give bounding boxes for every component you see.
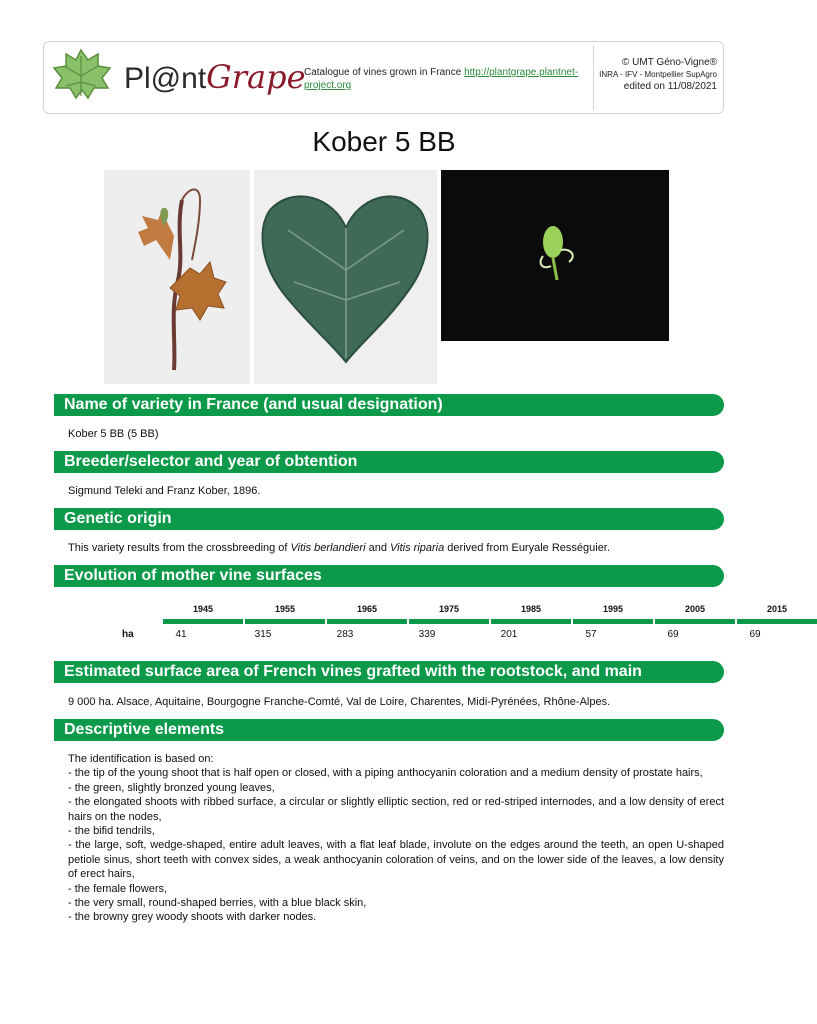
- catalogue-info: [304, 66, 589, 92]
- section-heading-genetic: Genetic origin: [54, 508, 724, 530]
- young-shoot-image: [104, 170, 250, 384]
- descriptive-line: - the female flowers,: [68, 882, 168, 895]
- descriptive-line: - the bifid tendrils,: [68, 825, 155, 838]
- descriptive-text: [68, 752, 724, 925]
- descriptive-line: - the very small, round-shaped berries, with a blue black skin,: [68, 897, 367, 910]
- year-label: 1965: [356, 604, 378, 614]
- logo-wordmark: Pl@ntGrape: [124, 58, 306, 96]
- flower-photo: [441, 170, 669, 341]
- surface-value: 41: [175, 629, 187, 640]
- adult-leaf-image: [254, 170, 437, 384]
- year-label: 1975: [438, 604, 460, 614]
- year-label: 1955: [274, 604, 296, 614]
- institutions: INRA - IFV - Montpellier SupAgro: [599, 70, 717, 79]
- surface-value: 339: [418, 629, 436, 640]
- descriptive-line: - the large, soft, wedge-shaped, entire adult leaves, with a flat leaf blade, involute on the edges around the teeth, an open U-shaped petiole sinus, short teeth with convex sides, a weak anthocyanin coloration of veins, and on the lower side of the leaves, a low density of erect hairs,: [68, 839, 724, 881]
- section-heading-name: Name of variety in France (and usual designation): [54, 394, 724, 416]
- section-heading-breeder: Breeder/selector and year of obtention: [54, 451, 724, 473]
- year-divider-bar: [245, 619, 325, 624]
- surface-value: 69: [749, 629, 761, 640]
- year-label: 1995: [602, 604, 624, 614]
- surface-value: 283: [336, 629, 354, 640]
- flower-image: [441, 170, 669, 341]
- year-divider-bar: [655, 619, 735, 624]
- section-heading-surface: Estimated surface area of French vines grafted with the rootstock, and main: [54, 661, 724, 683]
- adult-leaf-photo: [254, 170, 437, 384]
- year-divider-bar: [573, 619, 653, 624]
- surface-value: 315: [254, 629, 272, 640]
- surface-value: 201: [500, 629, 518, 640]
- descriptive-line: - the elongated shoots with ribbed surface, a circular or slightly elliptic section, red or red-striped internodes, and a low density of erect hairs on the nodes,: [68, 796, 724, 823]
- section-heading-evolution: Evolution of mother vine surfaces: [54, 565, 724, 587]
- surface-text: 9 000 ha. Alsace, Aquitaine, Bourgogne Franche-Comté, Val de Loire, Charentes, Midi-Pyrénées, Rhône-Alpes.: [68, 696, 611, 708]
- descriptive-line: - the tip of the young shoot that is half open or closed, with a piping anthocyanin coloration and a medium density of prostate hairs,: [68, 767, 703, 780]
- year-label: 2005: [684, 604, 706, 614]
- descriptive-line: The identification is based on:: [68, 753, 214, 765]
- edited-date: edited on 11/08/2021: [623, 81, 717, 92]
- catalogue-link[interactable]: http://plantgrape.plantnet-project.org: [304, 67, 579, 91]
- plantgrape-logo[interactable]: [48, 46, 306, 110]
- unit-label: ha: [122, 629, 134, 640]
- year-divider-bar: [409, 619, 489, 624]
- descriptive-line: - the green, slightly bronzed young leaves,: [68, 781, 275, 794]
- section-heading-descriptive: Descriptive elements: [54, 719, 724, 741]
- page-header: [43, 41, 724, 114]
- catalogue-text: Catalogue of vines grown in France: [304, 67, 462, 78]
- copyright: © UMT Géno-Vigne®: [622, 57, 717, 68]
- variety-name-text: Kober 5 BB (5 BB): [68, 428, 159, 440]
- year-label: 1985: [520, 604, 542, 614]
- species-berlandieri: Vitis berlandieri: [290, 542, 366, 554]
- young-shoot-photo: [104, 170, 250, 384]
- year-label: 2015: [766, 604, 788, 614]
- year-divider-bar: [491, 619, 571, 624]
- credits: [599, 57, 717, 93]
- year-divider-bar: [737, 619, 817, 624]
- genetic-origin-text: This variety results from the crossbreeding of Vitis berlandieri and Vitis riparia derived from Euryale Rességuier.: [68, 542, 610, 554]
- header-divider: [593, 45, 594, 110]
- species-riparia: Vitis riparia: [390, 542, 445, 554]
- year-label: 1945: [192, 604, 214, 614]
- grape-leaf-logo-icon: [48, 46, 114, 106]
- year-divider-bar: [163, 619, 243, 624]
- descriptive-line: - the browny grey woody shoots with darker nodes.: [68, 911, 317, 924]
- breeder-text: Sigmund Teleki and Franz Kober, 1896.: [68, 485, 261, 497]
- surface-value: 69: [667, 629, 679, 640]
- page-title: Kober 5 BB: [312, 126, 456, 157]
- year-divider-bar: [327, 619, 407, 624]
- surface-value: 57: [585, 629, 597, 640]
